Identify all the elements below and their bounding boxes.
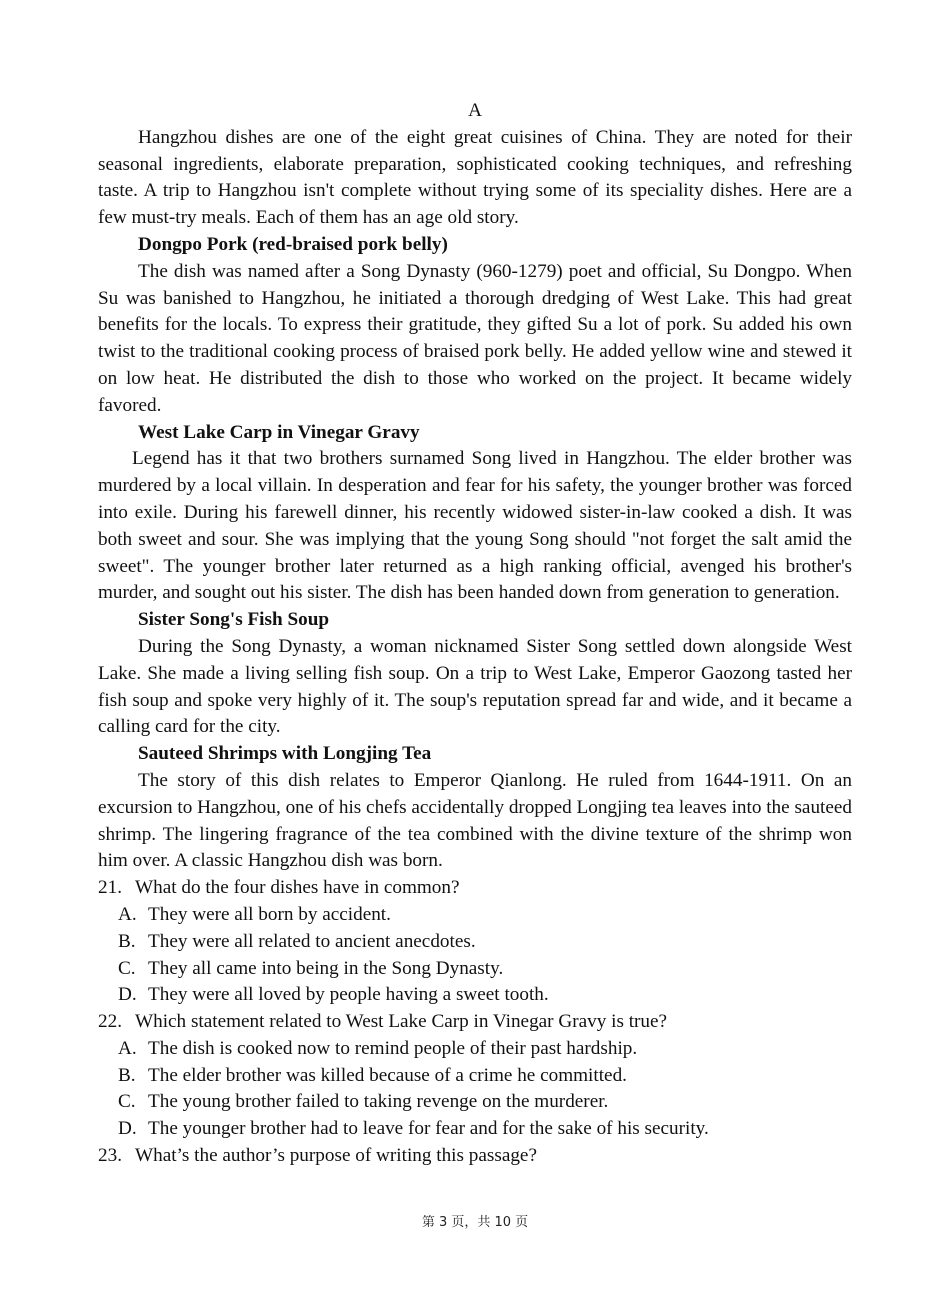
option-a[interactable]: A. They were all born by accident. [118, 903, 391, 925]
option-c[interactable]: C. The young brother failed to taking revenge on the murderer. [118, 1091, 609, 1113]
dish-title-dongpo-pork: Dongpo Pork (red-braised pork belly) [138, 233, 448, 255]
dish-title-longjing-shrimp: Sauteed Shrimps with Longjing Tea [138, 743, 432, 765]
option-b[interactable]: B. The elder brother was killed because of a crime he committed. [118, 1064, 627, 1086]
question-text: What’s the author’s purpose of writing this passage? [135, 1145, 537, 1167]
document-page [98, 98, 852, 1170]
dish-text-west-lake-carp: Legend has it that two brothers surnamed Song lived in Hangzhou. The elder brother was murdered by a local villain. In desperation and fear for his safety, the younger brother was forced into exile. During his farewell dinner, his recently widowed sister-in-law cooked a dish. It was both sweet and sour. She was implying that the young Song should "not forget the salt amid the sweet". The younger brother later returned as a high ranking official, avenged his brother's murder, and sought out his sister. The dish has been handed down from generation to generation. [98, 448, 852, 604]
option-d[interactable]: D. They were all loved by people having a sweet tooth. [118, 984, 549, 1006]
question-text: Which statement related to West Lake Carp in Vinegar Gravy is true? [135, 1011, 668, 1033]
page-footer: 第 3 页，共 10 页 [421, 1215, 529, 1230]
dish-title-fish-soup: Sister Song's Fish Soup [138, 609, 330, 631]
option-c[interactable]: C. They all came into being in the Song Dynasty. [118, 957, 504, 979]
question-23 [98, 1143, 852, 1170]
question-22 [98, 1009, 852, 1143]
dish-text-dongpo-pork: The dish was named after a Song Dynasty (960-1279) poet and official, Su Dongpo. When Su was banished to Hangzhou, he initiated a thorough dredging of West Lake. This had great benefits for the locals. To express their gratitude, they gifted Su a lot of pork. Su added his own twist to the traditional cooking process of braised pork belly. He added yellow wine and stewed it on low heat. He distributed the dish to those who worked on the project. It became widely favored. [98, 260, 852, 416]
section-label: A [468, 100, 482, 121]
question-text: What do the four dishes have in common? [135, 877, 460, 899]
question-number: 22. [98, 1011, 122, 1033]
option-b[interactable]: B. They were all related to ancient anecdotes. [118, 930, 476, 952]
question-number: 21. [98, 877, 122, 899]
option-a[interactable]: A. The dish is cooked now to remind people of their past hardship. [118, 1037, 638, 1059]
dish-text-longjing-shrimp: The story of this dish relates to Emperor Qianlong. He ruled from 1644-1911. On an excursion to Hangzhou, one of his chefs accidentally dropped Longjing tea leaves into the sauteed shrimp. The lingering fragrance of the tea combined with the divine texture of the shrimp won him over. A classic Hangzhou dish was born. [98, 769, 852, 872]
option-d[interactable]: D. The younger brother had to leave for fear and for the sake of his security. [118, 1118, 709, 1140]
dish-text-fish-soup: During the Song Dynasty, a woman nicknamed Sister Song settled down alongside West Lake. She made a living selling fish soup. On a trip to West Lake, Emperor Gaozong tasted her fish soup and spoke very highly of it. The soup's reputation spread far and wide, and it became a calling card for the city. [98, 635, 852, 738]
intro-paragraph: Hangzhou dishes are one of the eight great cuisines of China. They are noted for their seasonal ingredients, elaborate preparation, sophisticated cooking techniques, and refreshing taste. A trip to Hangzhou isn't complete without trying some of its speciality dishes. Here are a few must-try meals. Each of them has an age old story. [98, 126, 852, 229]
question-21 [98, 875, 852, 1009]
dish-title-west-lake-carp: West Lake Carp in Vinegar Gravy [138, 421, 420, 443]
question-number: 23. [98, 1145, 122, 1167]
